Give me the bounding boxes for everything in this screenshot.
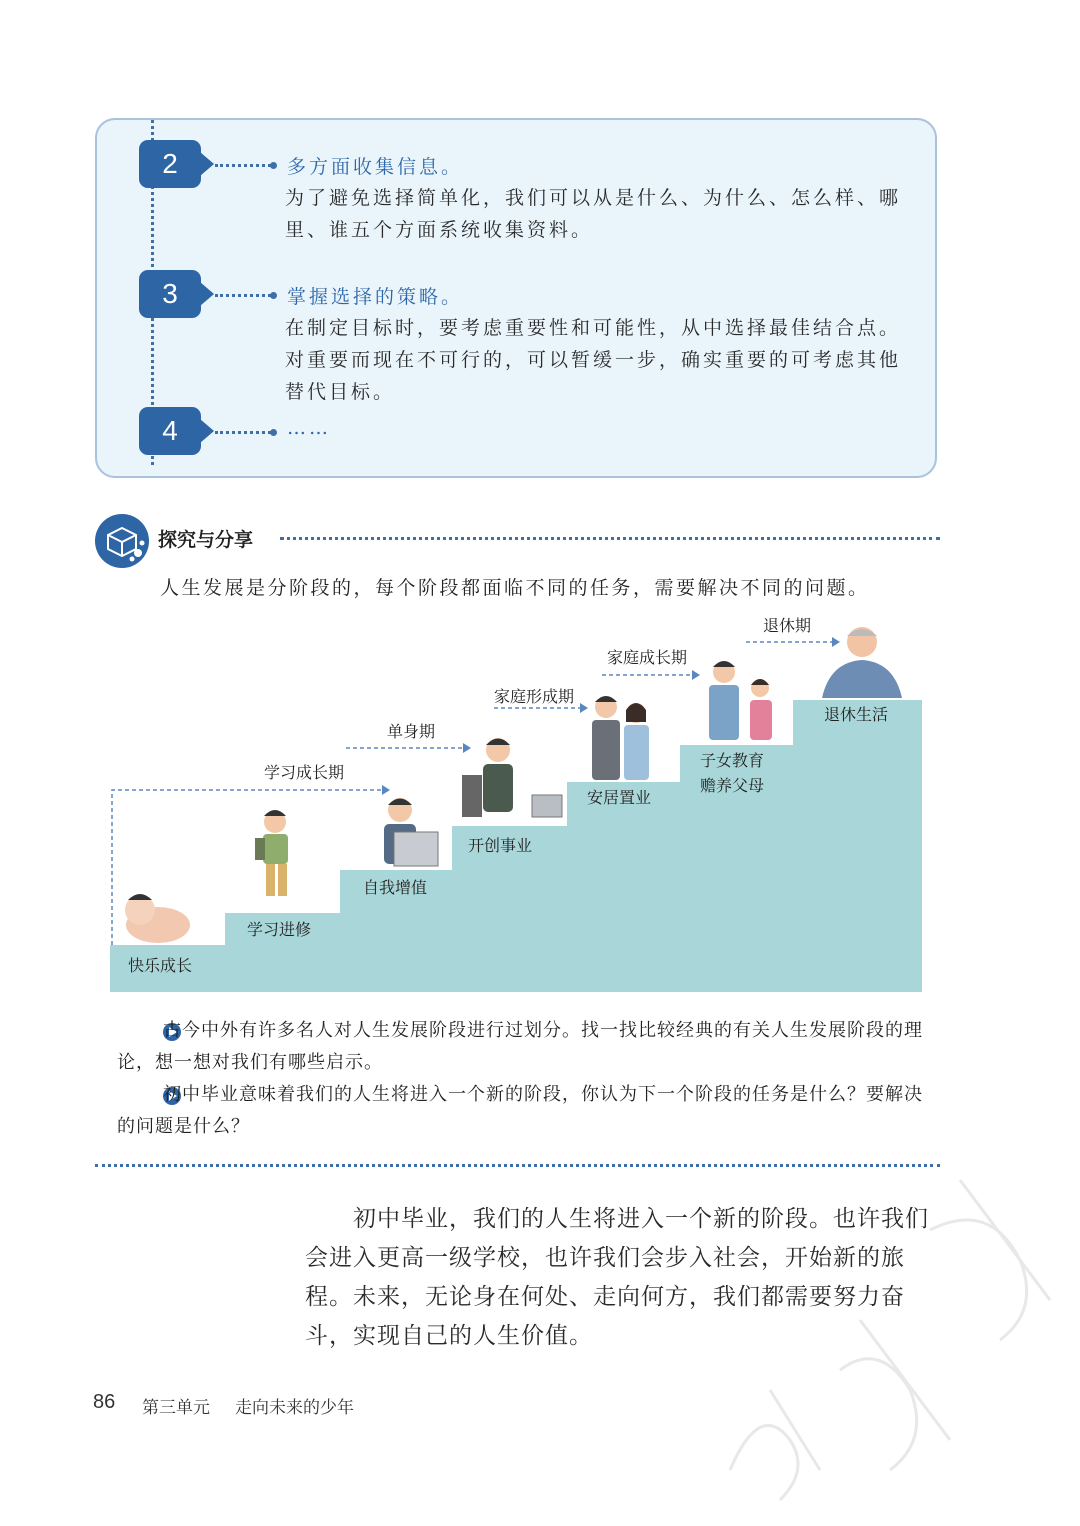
step-badge-4: 4 bbox=[139, 407, 201, 455]
step-title-2: 多方面收集信息。 bbox=[287, 156, 464, 178]
step-connector bbox=[215, 164, 271, 167]
phase-label-study: 学习成长期 bbox=[264, 763, 345, 782]
steps-box bbox=[95, 118, 937, 478]
explore-cube-icon bbox=[94, 513, 150, 569]
step-label: 快乐成长 bbox=[128, 956, 193, 975]
conclusion-paragraph: 初中毕业，我们的人生将进入一个新的阶段。也许我们会进入更高一级学校，也许我们会步入社会，开始新的旅程。未来，无论身在何处、走向何方，我们都需要努力奋斗，实现自己的人生价值。 bbox=[305, 1206, 929, 1349]
step-label: 退休生活 bbox=[824, 705, 889, 724]
step-label: 赡养父母 bbox=[700, 776, 765, 795]
student-illustration bbox=[255, 810, 288, 896]
page-number: 86 bbox=[93, 1391, 116, 1413]
step-label: 子女教育 bbox=[700, 751, 765, 770]
explore-title: 探究与分享 bbox=[158, 529, 254, 551]
question-2: 初中毕业意味着我们的人生将进入一个新的阶段，你认为下一个阶段的任务是什么？要解决的问题是什么？ bbox=[117, 1084, 923, 1137]
phase-label-single: 单身期 bbox=[387, 722, 436, 741]
step-badge-3: 3 bbox=[139, 270, 201, 318]
footer-unit: 第三单元 bbox=[142, 1398, 210, 1418]
step-label: 自我增值 bbox=[363, 878, 428, 897]
entrepreneur-illustration bbox=[462, 738, 562, 817]
footer-chapter: 走向未来的少年 bbox=[235, 1398, 354, 1418]
step-connector bbox=[215, 431, 271, 434]
step-connector bbox=[215, 294, 271, 297]
explore-divider bbox=[280, 537, 940, 540]
step-label: 开创事业 bbox=[468, 836, 533, 855]
life-stage-stairs bbox=[110, 600, 925, 995]
baby-illustration bbox=[125, 894, 190, 943]
phase-label-family-forming: 家庭形成期 bbox=[494, 687, 575, 706]
step-body-3: 在制定目标时，要考虑重要性和可能性，从中选择最佳结合点。对重要而现在不可行的，可以暂缓一步，确实重要的可考虑其他替代目标。 bbox=[285, 317, 902, 403]
couple-illustration bbox=[592, 696, 649, 780]
step-body-2: 为了避免选择简单化，我们可以从是什么、为什么、怎么样、哪里、谁五个方面系统收集资料。 bbox=[285, 187, 902, 241]
young-man-laptop-illustration bbox=[384, 798, 438, 866]
step-badge-2: 2 bbox=[139, 140, 201, 188]
retiree-illustration bbox=[822, 627, 902, 698]
family-illustration bbox=[709, 661, 772, 740]
phase-label-family-growing: 家庭成长期 bbox=[607, 648, 688, 667]
step-title-3: 掌握选择的策略。 bbox=[287, 286, 464, 308]
step-label: 安居置业 bbox=[587, 788, 652, 807]
explore-intro: 人生发展是分阶段的，每个阶段都面临不同的任务，需要解决不同的问题。 bbox=[160, 577, 870, 599]
step-label: 学习进修 bbox=[247, 920, 312, 939]
question-1: 古今中外有许多名人对人生发展阶段进行过划分。找一找比较经典的有关人生发展阶段的理论，想一想对我们有哪些启示。 bbox=[117, 1020, 923, 1073]
watermark-logo bbox=[700, 1140, 1080, 1520]
phase-label-retirement: 退休期 bbox=[763, 616, 812, 635]
step-title-4: …… bbox=[287, 417, 331, 439]
